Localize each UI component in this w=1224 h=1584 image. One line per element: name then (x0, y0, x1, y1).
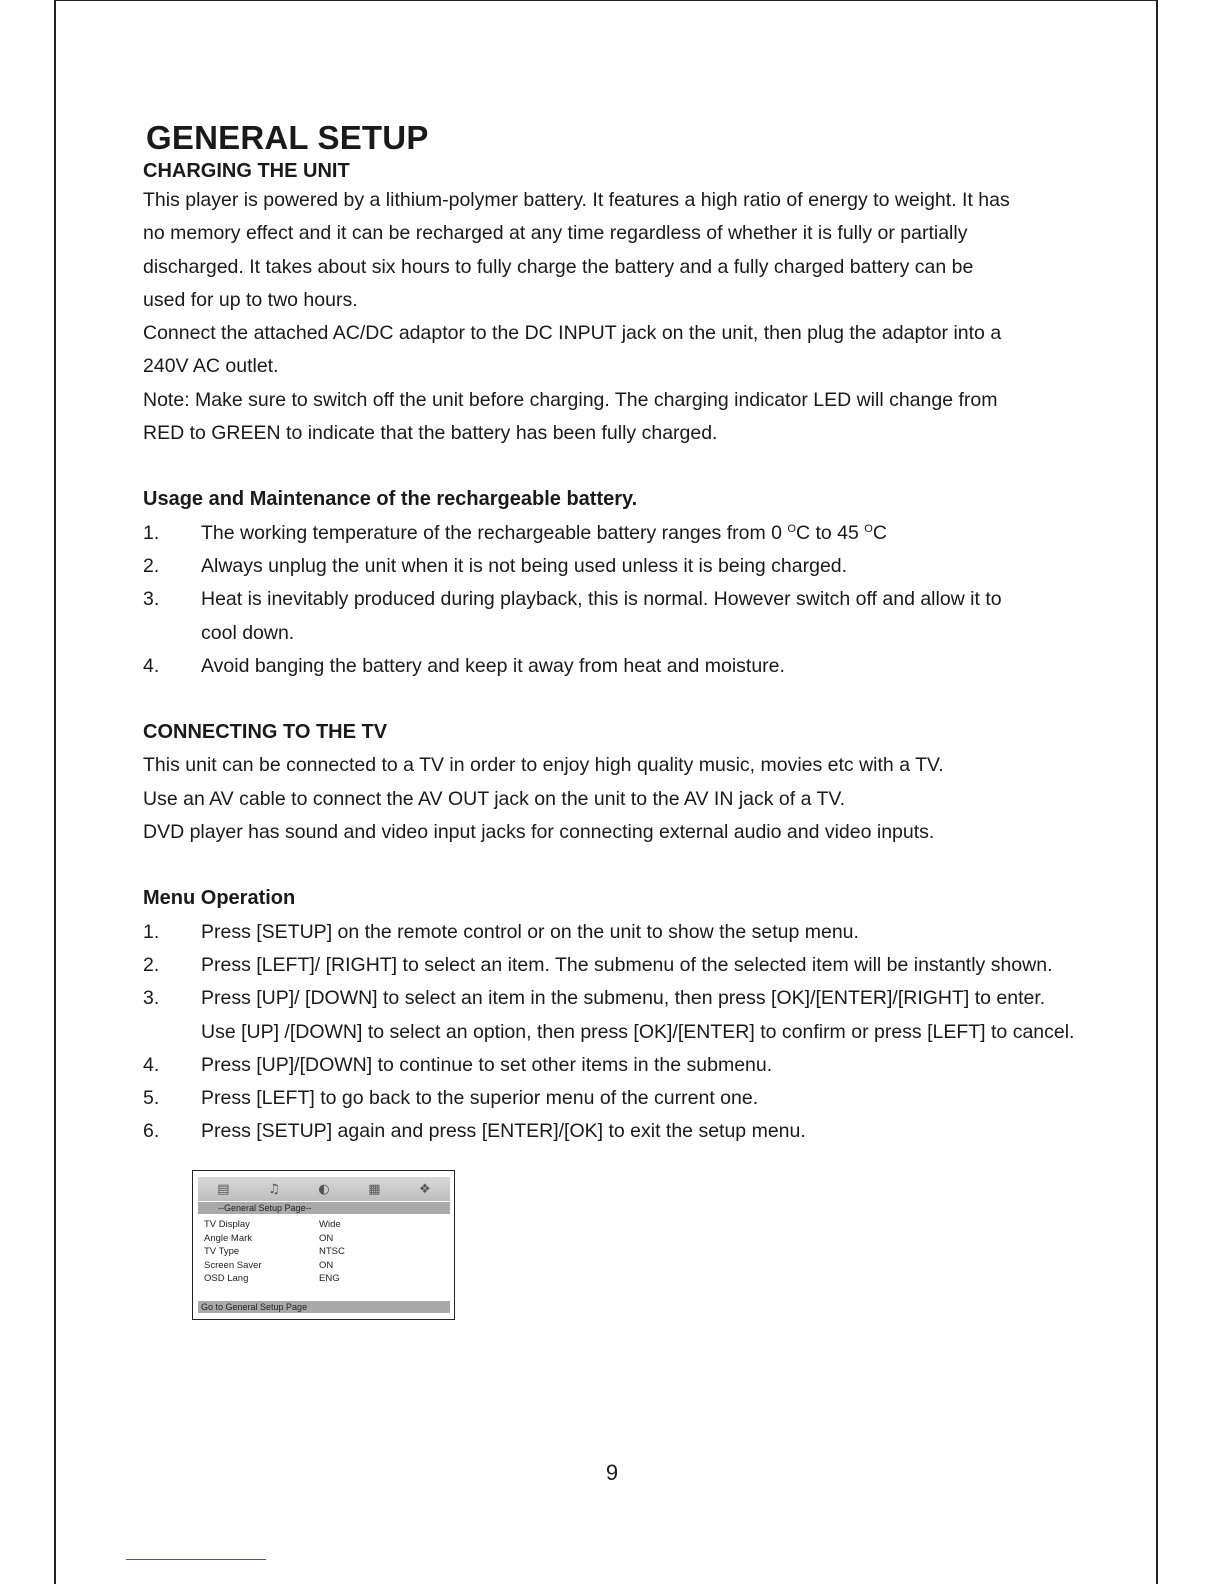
list-item: 3. Heat is inevitably produced during playback, this is normal. However switch off and allow it to cool down. (143, 588, 1002, 644)
general-setup-icon: ▤ (217, 1181, 230, 1197)
menu-list (143, 916, 1123, 1149)
osd-setup-screenshot (192, 1170, 455, 1320)
charging-line: Connect the attached AC/DC adaptor to the DC INPUT jack on the unit, then plug the adaptor into a (143, 322, 1002, 345)
bottom-rule (126, 1559, 266, 1560)
list-item: 2. Press [LEFT]/ [RIGHT] to select an item. The submenu of the selected item will be instantly shown. (143, 953, 1053, 976)
video-setup-icon: ▦ (368, 1181, 381, 1197)
page-border-top (54, 0, 1158, 1)
page-border-left (54, 0, 56, 1584)
charging-body (143, 184, 1123, 450)
speaker-setup-icon: ❖ (419, 1181, 431, 1197)
tv-line: This unit can be connected to a TV in order to enjoy high quality music, movies etc with a TV. (143, 754, 944, 777)
list-item: 5. Press [LEFT] to go back to the superior menu of the current one. (143, 1087, 759, 1110)
list-item: 1. The working temperature of the rechargeable battery ranges from 0 $^O$C to 45 $^O$C (143, 521, 887, 544)
osd-row: Screen Saver ON (204, 1259, 334, 1271)
tv-line: Use an AV cable to connect the AV OUT jack on the unit to the AV IN jack of a TV. (143, 787, 846, 810)
tv-line: DVD player has sound and video input jacks for connecting external audio and video inputs. (143, 821, 935, 844)
osd-row: OSD Lang ENG (204, 1273, 340, 1285)
usage-heading: Usage and Maintenance of the rechargeable battery. (143, 488, 638, 511)
charging-heading: CHARGING THE UNIT (143, 160, 350, 182)
page-title: GENERAL SETUP (146, 119, 429, 156)
charging-line: This player is powered by a lithium-polymer battery. It features a high ratio of energy to weight. It has (143, 189, 1010, 211)
menu-heading: Menu Operation (143, 887, 296, 910)
charging-line: 240V AC outlet. (143, 355, 279, 378)
audio-setup-icon: ♫ (268, 1181, 280, 1197)
charging-line: Note: Make sure to switch off the unit before charging. The charging indicator LED will change from (143, 388, 998, 411)
tv-heading: CONNECTING TO THE TV (143, 721, 388, 744)
password-setup-icon: ◐ (318, 1181, 330, 1197)
osd-icon-bar (198, 1177, 450, 1201)
page-number: 9 (605, 1460, 619, 1485)
page-border-right (1156, 0, 1158, 1584)
page-content (143, 118, 1123, 1149)
osd-row: Angle Mark ON (204, 1232, 334, 1244)
list-item: 1. Press [SETUP] on the remote control or on the unit to show the setup menu. (143, 920, 859, 943)
osd-row: TV Display Wide (204, 1219, 341, 1230)
charging-line: no memory effect and it can be recharged at any time regardless of whether it is fully or partially (143, 222, 968, 245)
list-item: 4. Avoid banging the battery and keep it away from heat and moisture. (143, 654, 785, 677)
charging-line: RED to GREEN to indicate that the battery has been fully charged. (143, 422, 718, 445)
list-item: 2. Always unplug the unit when it is not being used unless it is being charged. (143, 554, 848, 577)
osd-settings-list (204, 1218, 444, 1286)
osd-row: TV Type NTSC (204, 1246, 345, 1258)
list-item: 3. Press [UP]/ [DOWN] to select an item in the submenu, then press [OK]/[ENTER]/[RIGHT] to enter. Use [UP] /[DOWN] to select an option, then press [OK]/[ENTER] to confirm or press [LEFT] to cancel. (143, 987, 1075, 1043)
list-item: 6. Press [SETUP] again and press [ENTER]/[OK] to exit the setup menu. (143, 1120, 806, 1143)
charging-line: used for up to two hours. (143, 288, 358, 311)
usage-list (143, 517, 1123, 683)
osd-footer: Go to General Setup Page (198, 1301, 450, 1313)
charging-line: discharged. It takes about six hours to fully charge the battery and a fully charged battery can be (143, 255, 974, 278)
osd-title-bar: --General Setup Page-- (198, 1202, 450, 1214)
list-item: 4. Press [UP]/[DOWN] to continue to set other items in the submenu. (143, 1053, 773, 1076)
